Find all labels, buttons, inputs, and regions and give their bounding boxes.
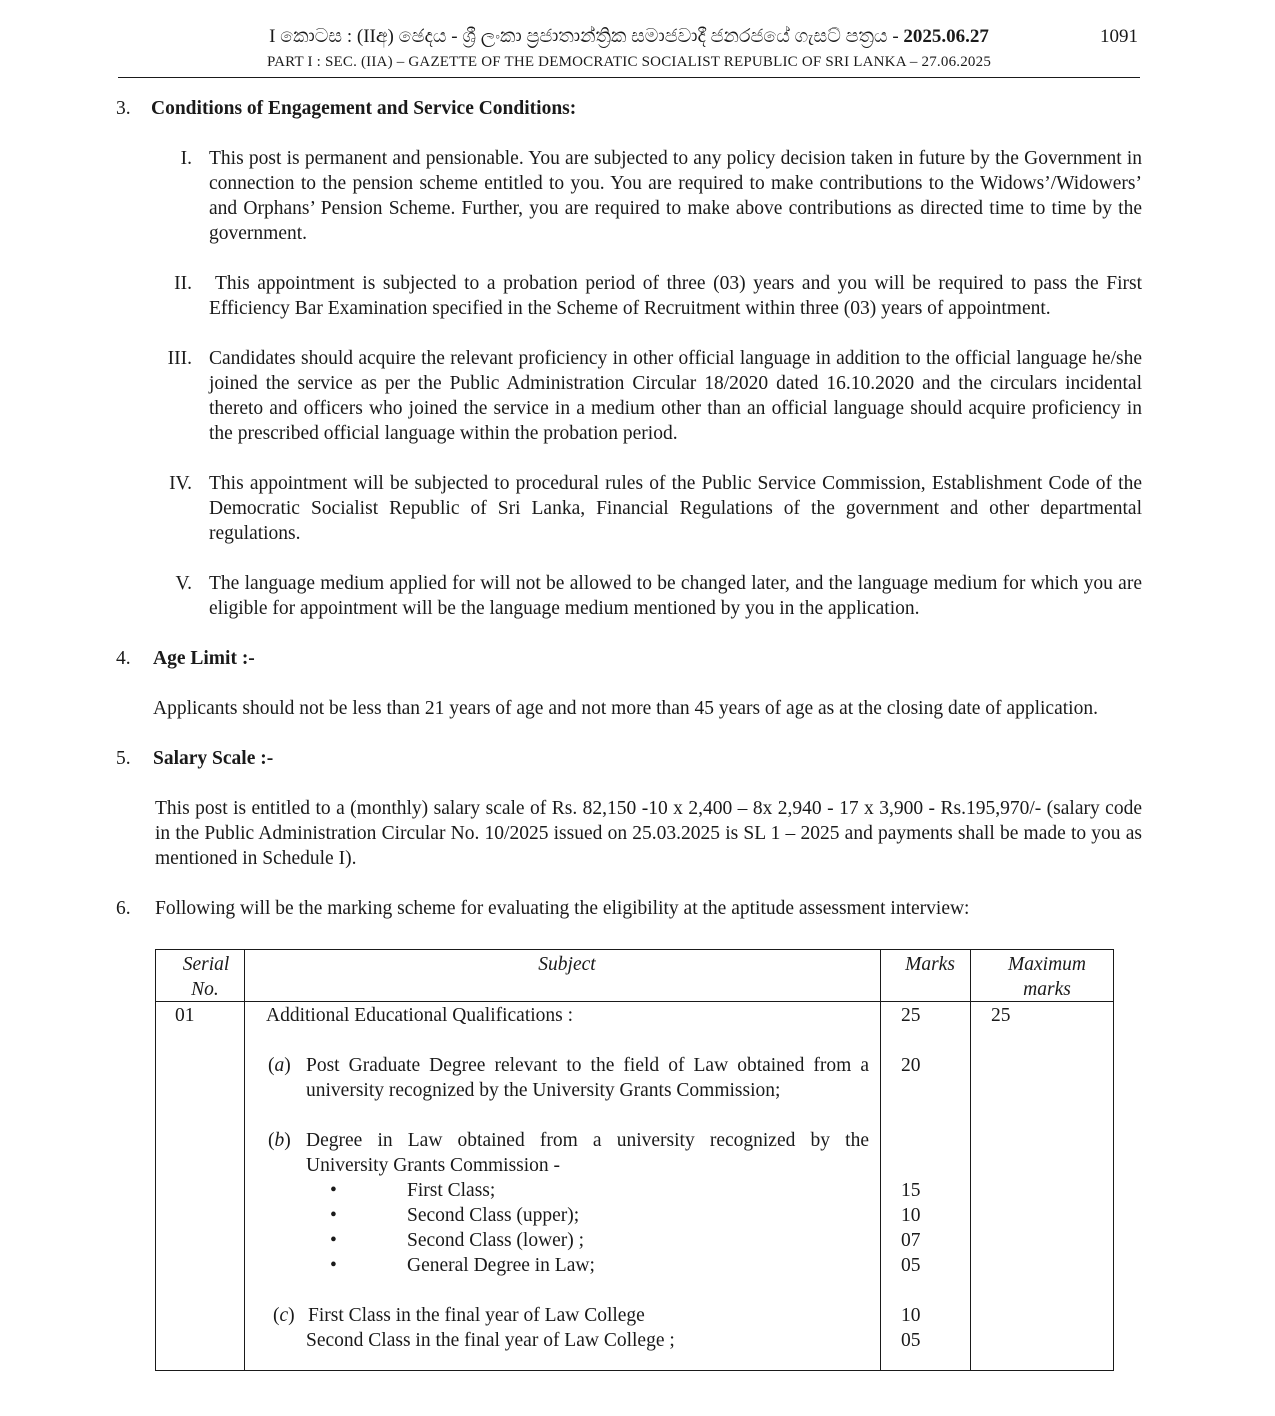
row-title: Additional Educational Qualifications : bbox=[266, 1005, 574, 1026]
item-a-line2: university recognized by the University Grants Commission; bbox=[306, 1080, 781, 1101]
item-a-marks: 20 bbox=[901, 1055, 921, 1076]
bullet-icon: • bbox=[330, 1230, 337, 1251]
section3-item2-text: This appointment is subjected to a probation period of three (03) years and you will be required to pass the First Efficiency Bar Examination specified in the Scheme of Recruitment within three (03) years of appointment. bbox=[209, 273, 1142, 319]
item-c-line1-marks: 10 bbox=[901, 1305, 921, 1326]
header-marks: Marks bbox=[905, 954, 955, 975]
item-b-second-lower-marks: 07 bbox=[901, 1230, 921, 1251]
item-b-line1: Degree in Law obtained from a university recognized by the bbox=[306, 1130, 869, 1151]
page-number: 1091 bbox=[1100, 26, 1138, 47]
header-serial-line1: Serial bbox=[182, 954, 230, 975]
bullet-icon: • bbox=[330, 1205, 337, 1226]
section5-number: 5. bbox=[116, 748, 131, 769]
section3-item1-text: This post is permanent and pensionable. You are subjected to any policy decision taken in future by the Government in connection to the pension scheme entitled to you. You are required to make contributions to the Widows’/Widowers’ and Orphans’ Pension Scheme. Further, you are required to make above contributions as directed time to time by the government. bbox=[209, 148, 1142, 244]
table-col-divider bbox=[880, 950, 881, 1370]
section3-number: 3. bbox=[116, 98, 131, 119]
row-serial: 01 bbox=[175, 1005, 195, 1026]
header-english-line: PART I : SEC. (IIA) – GAZETTE OF THE DEMOCRATIC SOCIALIST REPUBLIC OF SRI LANKA – 27.06.2025 bbox=[266, 54, 992, 70]
section3-item4-text: This appointment will be subjected to procedural rules of the Public Service Commission, Establishment Code of the Democratic Socialist Republic of Sri Lanka, Financial Regulations of the government and other departmental regulations. bbox=[209, 473, 1142, 544]
row-max-marks: 25 bbox=[991, 1005, 1011, 1026]
item-a-line1: Post Graduate Degree relevant to the field of Law obtained from a bbox=[306, 1055, 869, 1076]
bullet-icon: • bbox=[330, 1255, 337, 1276]
header-date: 2025.06.27 bbox=[903, 26, 989, 47]
section5-text: This post is entitled to a (monthly) salary scale of Rs. 82,150 -10 x 2,400 – 8x 2,940 - 17 x 3,900 - Rs.195,970/- (salary code in the Public Administration Circular No. 10/2025 issued on 25.03.2025 is SL 1 – 2025 and payments shall be made to you as mentioned in Schedule I). bbox=[155, 798, 1142, 869]
section3-item3-text: Candidates should acquire the relevant proficiency in other official language in addition to the official language he/she joined the service as per the Public Administration Circular 18/2020 dated 16.10.2020 and the circulars incidental thereto and officers who joined the service in a medium other than an official language should acquire proficiency in the prescribed official language within the probation period. bbox=[209, 348, 1142, 444]
section3-item5-numeral: V. bbox=[175, 573, 192, 594]
item-b-general-degree-marks: 05 bbox=[901, 1255, 921, 1276]
row-title-marks: 25 bbox=[901, 1005, 921, 1026]
section4-number: 4. bbox=[116, 648, 131, 669]
item-b-letter: b bbox=[274, 1130, 285, 1151]
header-max-line2: marks bbox=[1023, 979, 1071, 1000]
section5-title: Salary Scale :- bbox=[153, 748, 274, 769]
header-max-line1: Maximum bbox=[1008, 954, 1086, 975]
section6-text: Following will be the marking scheme for evaluating the eligibility at the aptitude assessment interview: bbox=[155, 898, 970, 919]
header-rule bbox=[118, 77, 1140, 78]
item-b-general-degree: General Degree in Law; bbox=[407, 1255, 595, 1276]
item-b-second-upper-marks: 10 bbox=[901, 1205, 921, 1226]
section3-item1-numeral: I. bbox=[180, 148, 192, 169]
section6-number: 6. bbox=[116, 898, 131, 919]
item-b-line2: University Grants Commission - bbox=[306, 1155, 561, 1176]
item-c-label: (c) bbox=[273, 1305, 295, 1326]
item-b-second-lower: Second Class (lower) ; bbox=[407, 1230, 585, 1251]
section3-title: Conditions of Engagement and Service Conditions: bbox=[151, 98, 577, 119]
item-a-letter: a bbox=[274, 1055, 285, 1076]
section3-item2-numeral: II. bbox=[174, 273, 192, 294]
item-b-first-class: First Class; bbox=[407, 1180, 496, 1201]
item-b-label: (b) bbox=[268, 1130, 291, 1151]
table-col-divider bbox=[970, 950, 971, 1370]
section3-item5-text: The language medium applied for will not be allowed to be changed later, and the language medium for which you are eligible for appointment will be the language medium mentioned by you in the application. bbox=[209, 573, 1142, 619]
item-b-first-class-marks: 15 bbox=[901, 1180, 921, 1201]
header-sinhala-prefix: I කොටස : (IIඅ) ඡෙදය - ශ්‍රී ලංකා ප්‍රජාතාන්ත්‍රික සමාජවාදී ජනරජයේ ගැසට් පත්‍රය - bbox=[269, 26, 904, 47]
section4-text: Applicants should not be less than 21 years of age and not more than 45 years of age as at the closing date of application. bbox=[153, 698, 1098, 719]
item-b-second-upper: Second Class (upper); bbox=[407, 1205, 580, 1226]
bullet-icon: • bbox=[330, 1180, 337, 1201]
header-serial-line2: No. bbox=[191, 979, 219, 1000]
section3-item3-numeral: III. bbox=[167, 348, 192, 369]
item-c-line2: Second Class in the final year of Law College ; bbox=[306, 1330, 675, 1351]
table-col-divider bbox=[244, 950, 245, 1370]
item-c-letter: c bbox=[279, 1305, 289, 1326]
section4-title: Age Limit :- bbox=[153, 648, 255, 669]
header-subject: Subject bbox=[538, 954, 596, 975]
marking-scheme-table bbox=[155, 949, 1114, 1371]
item-c-line1: First Class in the final year of Law College bbox=[308, 1305, 645, 1326]
item-a-label: (a) bbox=[268, 1055, 291, 1076]
header-sinhala-line bbox=[118, 24, 1140, 50]
item-c-line2-marks: 05 bbox=[901, 1330, 921, 1351]
section3-item4-numeral: IV. bbox=[169, 473, 192, 494]
